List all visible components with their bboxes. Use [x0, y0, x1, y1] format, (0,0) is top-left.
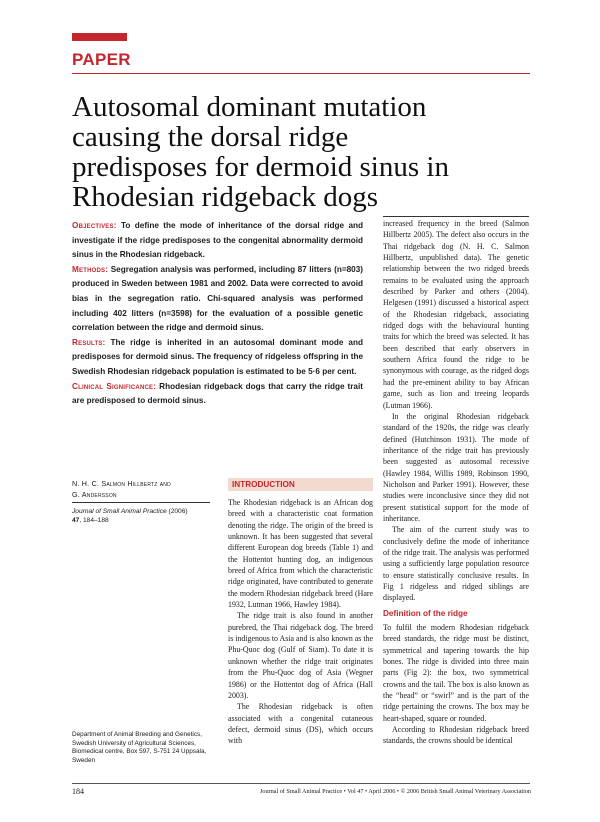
body-paragraph: The Rhodesian ridgeback is an African dog breed with a characteristic coat formation denoting the ridge. The origin of the breed is unknown. It has been suggested that several different European dog breeds (Table 1) and the Hottentot hunting dog, an indigenous breed of Africa from which the characteristic ridge originated, have contributed to generate the modern Rhodesian ridgeback breed (Hare 1932, Lutman 1966, Hawley 1984).	[228, 498, 373, 610]
body-paragraph: According to Rhodesian ridgeback breed standards, the crowns should be identical	[383, 725, 529, 746]
header-accent-bar	[72, 33, 127, 41]
author-name: G. Andersson	[72, 490, 117, 499]
abstract-objectives	[72, 219, 363, 263]
abstract-methods	[72, 263, 363, 336]
kicker-rule	[72, 73, 530, 74]
intro-heading: INTRODUCTION	[232, 480, 295, 489]
author-names	[72, 478, 217, 500]
methods-text: Segregation analysis was performed, including 87 litters (n=803) produced in Sweden between 1981 and 2002. Data were corrected to avoid bias in the segregation ratio. Chi-squared analysis was performed including 402 litters (n=3598) for the evaluation of a possible genetic correlation between the ridge and dermoid sinus.	[72, 264, 363, 333]
significance-text: Rhodesian ridgeback dogs that carry the ridge trait are predisposed to dermoid sinus.	[72, 381, 363, 406]
body-paragraph: increased frequency in the breed (Salmon Hillbertz 2005). The defect also occurs in the Thai ridgeback dog (N. H. C. Salmon Hillbertz, unpublished data). The genetic relationship between the two ridged breeds remains to be evaluated using the approach described by Parker and others (2004). Helgesen (1991) discussed a historical aspect of the Rhodesian ridgeback, associating ridged dogs with the behavioural hunting traits for which the breed was selected. It has been described that early observers in southern Africa found the ridge to be synonymous with courage, as the ridged dogs had the pre-eminent ability to bay African game, such as lion and treeing leopards (Lutman 1966).	[383, 219, 529, 410]
affiliation-line: Biomedical centre, Box 597, S-751 24 Uppsala,	[72, 748, 207, 756]
title-line: causing the dorsal ridge	[72, 121, 349, 153]
significance-label: Clinical Significance:	[72, 381, 157, 391]
page-number: 184	[72, 787, 84, 796]
objectives-label: Objectives:	[72, 221, 117, 230]
results-text: The ridge is inherited in an autosomal dominant mode and predisposes for dermoid sinus. The frequency of ridgeless offspring in the Swedish Rhodesian ridgeback population is estimated to be 5·6 per cent.	[72, 337, 363, 376]
body-paragraph: The aim of the current study was to conclusively define the mode of inheritance of the ridge trait. The analysis was performed using a sufficiently large population resource to ensure statistically conclusive results. In Fig 1 ridgeless and ridged siblings are displayed.	[383, 525, 529, 603]
abstract	[72, 219, 363, 409]
abstract-significance	[72, 380, 363, 409]
journal-name: Journal of Small Animal Practice	[72, 508, 167, 515]
section-heading: Definition of the ridge	[383, 608, 468, 618]
body-column-middle	[228, 497, 373, 747]
body-column-right	[383, 218, 529, 747]
author-rule	[72, 502, 210, 503]
footer-rule	[72, 783, 530, 784]
affiliation	[72, 731, 222, 765]
body-paragraph: The ridge trait is also found in another purebred, the Thai ridgeback dog. The breed is indigenous to Asia and is also known as the Phu-Quoc dog (Gulf of Siam). To date it is unknown whether the ridge trait originates from the Phu-Quoc dog of Asia (Wegner 1986) or the Hottentot dog of Africa (Hall 2003).	[228, 611, 373, 700]
journal-volume: 47	[72, 517, 80, 524]
author-block	[72, 478, 217, 500]
title-line: Autosomal dominant mutation	[72, 91, 427, 123]
title-line: predisposes for dermoid sinus in	[72, 151, 449, 183]
column-top-rule	[383, 216, 529, 217]
objectives-text: To define the mode of inheritance of the dorsal ridge and investigate if the ridge predisposes to the congenital abnormality dermoid sinus in the Rhodesian ridgeback.	[72, 221, 363, 260]
affiliation-line: Sweden	[72, 756, 96, 764]
journal-year: (2006)	[168, 508, 188, 515]
affiliation-line: Swedish University of Agricultural Sciences,	[72, 739, 196, 747]
running-footer: Journal of Small Animal Practice • Vol 47 • April 2006 • © 2006 British Small Animal Veterinary Association	[259, 788, 531, 795]
results-label: Results:	[72, 337, 106, 347]
body-paragraph: The Rhodesian ridgeback is often associated with a congenital cutaneous defect, dermoid sinus (DS), which occurs with	[228, 702, 373, 746]
body-paragraph: In the original Rhodesian ridgeback standard of the 1920s, the ridge was clearly defined (Hutchinson 1931). The mode of inheritance of the ridge trait has previously been suggested as autosomal recessive (Hawley 1984, Willis 1989, Robinson 1990, Nicholson and Parker 1991). However, these studies were inconclusive since they did not present statistical support for the mode of inheritance.	[383, 411, 529, 523]
abstract-results	[72, 336, 363, 380]
article-title	[72, 92, 542, 212]
methods-label: Methods:	[72, 264, 109, 274]
journal-citation	[72, 507, 217, 525]
journal-pages: , 184–188	[79, 517, 109, 524]
author-name: N. H. C. Salmon Hillbertz and	[72, 479, 171, 488]
body-paragraph: To fulfil the modern Rhodesian ridgeback breed standards, the ridge must be distinct, symmetrical and tapering towards the hip bones. The ridge is divided into three main parts (Fig 2): the box, two symmetrical crowns and the tail. The box is also known as the “head” or “swirl” and is the part of the ridge pertaining the crowns. The box may be heart-shaped, square or rounded.	[383, 623, 529, 723]
title-line: Rhodesian ridgeback dogs	[72, 181, 379, 213]
affiliation-line: Department of Animal Breeding and Genetics,	[72, 731, 203, 738]
section-kicker: PAPER	[72, 50, 131, 69]
